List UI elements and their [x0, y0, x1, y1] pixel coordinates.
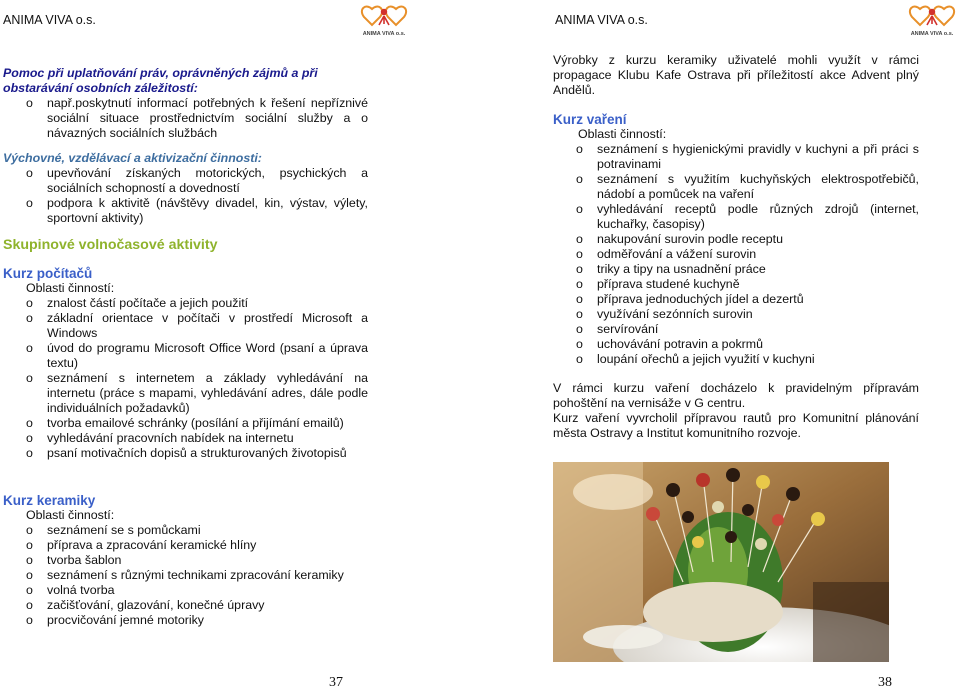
list-item: o vyhledávání pracovních nabídek na internetu: [3, 431, 368, 446]
list-item: o upevňování získaných motorických, psychických a sociálních schopností a dovedností: [3, 166, 368, 196]
list-item: o psaní motivačních dopisů a strukturovaných životopisů: [3, 446, 368, 461]
list-item: o úvod do programu Microsoft Office Word (psaní a úprava textu): [3, 341, 368, 371]
list-item: o např.poskytnutí informací potřebných k řešení nepříznivé sociální situace prostřednictvím sociální služby a o návazných sociálních službách: [3, 96, 368, 141]
education-heading: Výchovné, vzdělávací a aktivizační činnosti:: [3, 151, 262, 165]
list-item: o seznámení s různými technikami zpracování keramiky: [3, 568, 368, 583]
header-title: ANIMA VIVA o.s.: [555, 13, 648, 27]
list-item: o základní orientace v počítači v prostředí Microsoft a Windows: [3, 311, 368, 341]
list-item: o znalost částí počítače a jejich použití: [3, 296, 368, 311]
list-item: o servírování: [553, 322, 919, 337]
list-item: o podpora k aktivitě (návštěvy divadel, kin, výstav, výlety, sportovní aktivity): [3, 196, 368, 226]
list-item: o procvičování jemné motoriky: [3, 613, 368, 628]
ceramics-course-list: [3, 523, 368, 628]
anima-viva-logo: [358, 3, 410, 39]
page-number: 38: [878, 675, 892, 690]
list-item: o seznámení se s pomůckami: [3, 523, 368, 538]
list-item: o volná tvorba: [3, 583, 368, 598]
list-item: o seznámení s využitím kuchyňských elektrospotřebičů, nádobí a pomůcek na vaření: [553, 172, 919, 202]
education-list: [3, 166, 368, 226]
list-item: o seznámení s internetem a základy vyhledávání na internetu (práce s mapami, vyhledávání adres, dále podle individuálních požadavků): [3, 371, 368, 416]
list-item: o příprava a zpracování keramické hlíny: [3, 538, 368, 553]
list-item: o využívání sezónních surovin: [553, 307, 919, 322]
page-right: [480, 0, 960, 691]
list-item: o triky a tipy na usnadnění práce: [553, 262, 919, 277]
page-number: 37: [329, 675, 343, 690]
ceramics-note: Výrobky z kurzu keramiky uživatelé mohli využít v rámci propagace Klubu Kafe Ostrava při příležitostí akce Advent plný Andělů.: [553, 53, 919, 97]
list-item: o vyhledávání receptů podle různých zdrojů (internet, kuchařky, časopisy): [553, 202, 919, 232]
cooking-course-subtitle: Oblasti činností:: [578, 127, 667, 141]
list-item: o nakupování surovin podle receptu: [553, 232, 919, 247]
list-item: o seznámení s hygienickými pravidly v kuchyni a při práci s potravinami: [553, 142, 919, 172]
canape-photo: [553, 462, 889, 662]
left-page-content: [3, 66, 368, 461]
ceramics-course-subtitle: Oblasti činností:: [26, 508, 115, 522]
list-item: o odměřování a vážení surovin: [553, 247, 919, 262]
cooking-course-list: [553, 142, 919, 367]
list-item: o začišťování, glazování, konečné úpravy: [3, 598, 368, 613]
svg-text:ANIMA VIVA o.s.: ANIMA VIVA o.s.: [362, 31, 406, 37]
cooking-paragraph-2: Kurz vaření vyvrcholil přípravou rautů pro Komunitní plánování města Ostravy a Institut komunitního rozvoje.: [553, 411, 919, 440]
intro-list: [3, 96, 368, 141]
list-item: o uchovávání potravin a pokrmů: [553, 337, 919, 352]
list-item: o příprava jednoduchých jídel a dezertů: [553, 292, 919, 307]
list-item: o loupání ořechů a jejich využití v kuchyni: [553, 352, 919, 367]
list-item: o tvorba šablon: [3, 553, 368, 568]
svg-text:ANIMA VIVA o.s.: ANIMA VIVA o.s.: [910, 31, 954, 37]
anima-viva-logo: [906, 3, 958, 39]
list-item: o tvorba emailové schránky (posílání a přijímání emailů): [3, 416, 368, 431]
cooking-course-title: Kurz vaření: [553, 112, 627, 127]
ceramics-course-title: Kurz keramiky: [3, 493, 96, 508]
header-title: ANIMA VIVA o.s.: [3, 13, 96, 27]
list-item: o příprava studené kuchyně: [553, 277, 919, 292]
computer-course-title: Kurz počítačů: [3, 266, 93, 281]
intro-heading: Pomoc při uplatňování práv, oprávněných zájmů a při obstarávání osobních záležitostí:: [3, 66, 318, 95]
ceramics-section: [3, 493, 368, 628]
group-activities-heading: Skupinové volnočasové aktivity: [3, 237, 218, 253]
right-page-content: [553, 53, 919, 441]
computer-course-list: [3, 296, 368, 461]
computer-course-subtitle: Oblasti činností:: [26, 281, 115, 295]
cooking-paragraph-1: V rámci kurzu vaření docházelo k pravidelným přípravám pohoštění na vernisáže v G centru.: [553, 381, 919, 410]
